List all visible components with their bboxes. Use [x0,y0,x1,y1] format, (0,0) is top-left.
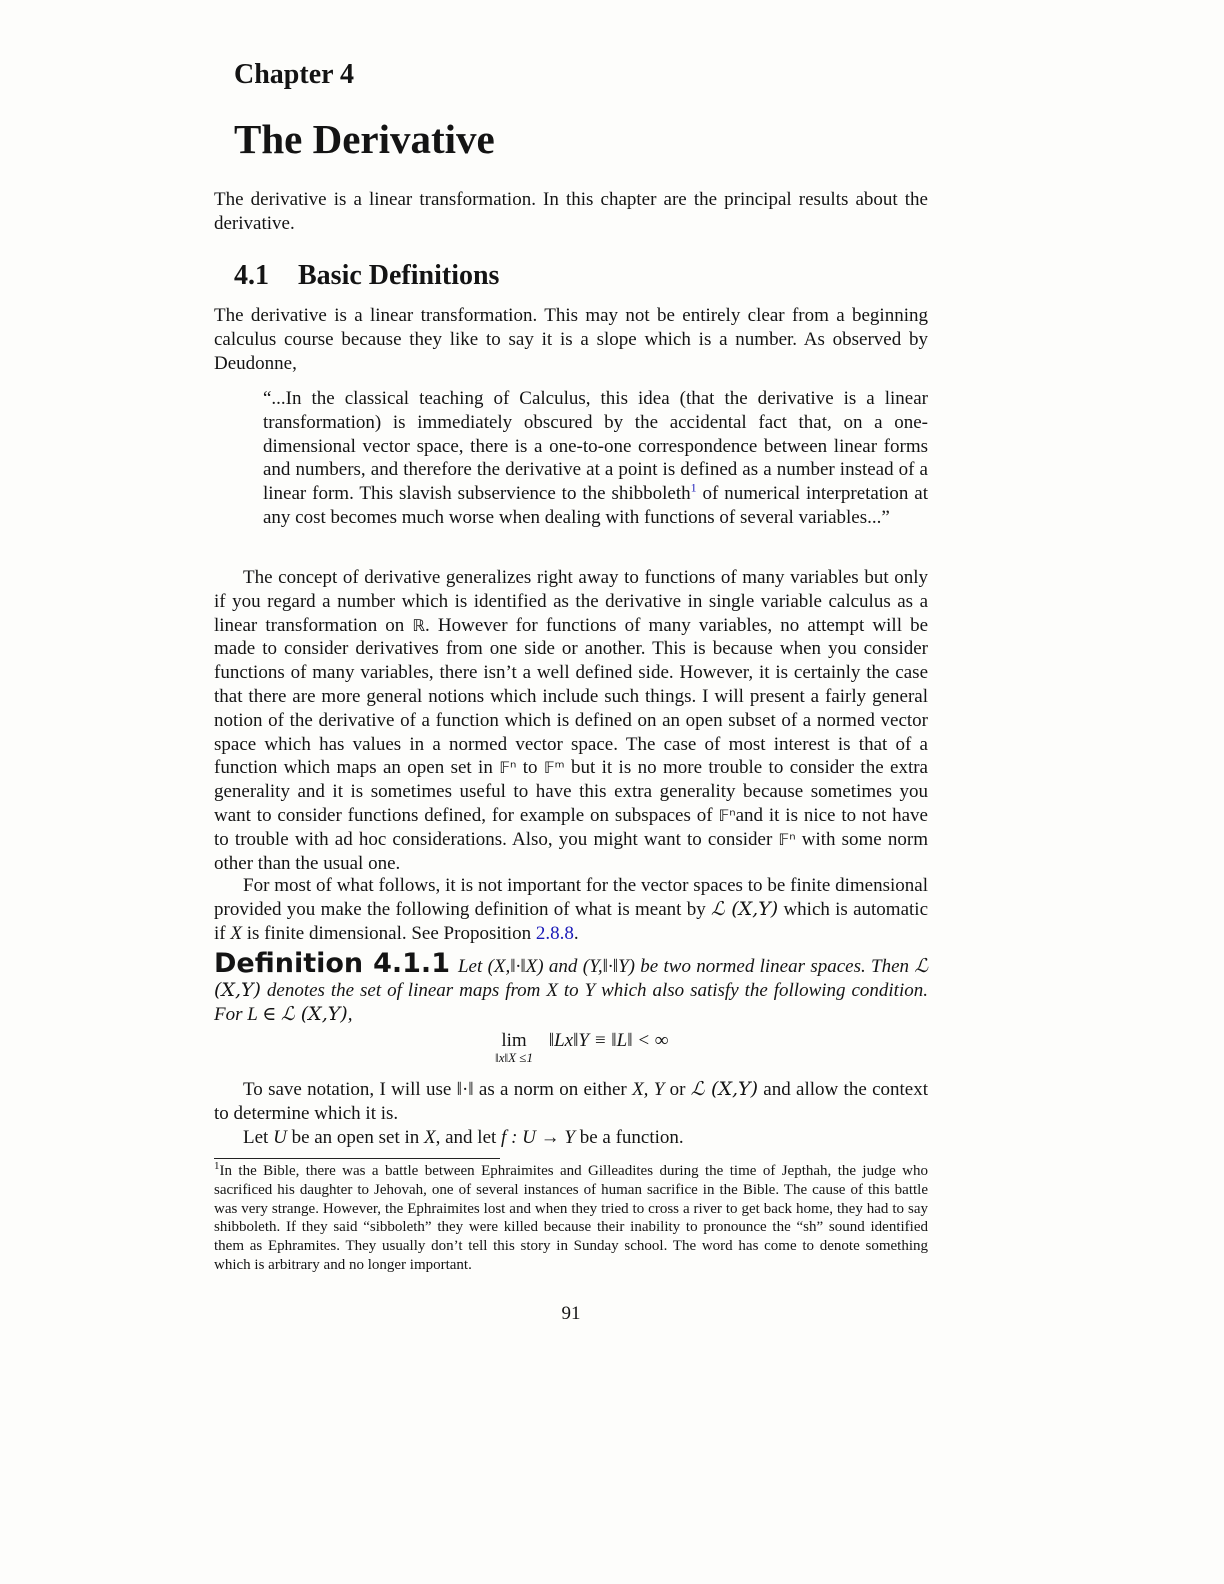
lim-subscript: ‖x‖X ≤1 [495,1050,533,1065]
text-run: Let [457,956,488,977]
math-reals: ℝ [412,615,426,635]
section-paragraph-4 [214,1078,928,1126]
math-xy: X, Y [632,1079,665,1100]
math-lxy: ℒ (X,Y) [710,897,779,920]
text-run: with some norm other than the usual one. [214,828,928,874]
quote-text-b: of numerical interpretation at any cost becomes much worse when dealing with functions of several variables...” [263,483,928,528]
footnote [214,1162,928,1275]
text-run: and allow the context to determine which it is. [214,1079,928,1124]
text-run: or [664,1079,691,1100]
chapter-intro: The derivative is a linear transformation. In this chapter are the principal results about the derivative. [214,189,928,234]
text-run: , [347,1003,353,1025]
section-title: Basic Definitions [298,260,500,291]
limit-equation [484,1030,904,1065]
footnote-text: In the Bible, there was a battle between Ephraimites and Gilleadites during the time of Jepthah, the judge who sacrificed his daughter to Jehovah, one of several instances of human sacrifice in the Bible. The cause of this battle was very strange. However, the Ephraimites lost and when they tried to cross a river to get back home, they had to say shibboleth. If they said “sibboleth” they were killed because their inability to pronounce the “sh” sound identified them as Ephramites. They usually don’t tell this story in Sunday school. The word has come to denote something which is arbitrary and no longer important. [214,1163,928,1273]
text-run: and [543,956,583,977]
lim-word: lim [501,1030,527,1051]
text-run: which is automatic if [214,898,928,944]
text-run: Let [243,1127,274,1148]
text-run: and it is nice to not have to trouble with ad hoc considerations. Also, you might want to consider [214,804,928,850]
text-run: The concept of derivative generalizes right away to functions of many variables but only if you regard a number which is identified as the derivative in single variable calculus as a linear transformation on [214,567,928,636]
definition-label: Definition 4.1.1 [214,948,450,979]
chapter-label: Chapter 4 [234,59,355,90]
footnote-mark: 1 [214,1160,220,1172]
text-run: to [516,757,544,779]
math-u: U [273,1127,287,1148]
math-x-norm: (X,‖·‖X) [487,956,544,977]
block-quote [263,387,928,530]
math-fn: 𝔽ⁿ [778,829,796,849]
math-lxy: ℒ (X,Y) [690,1078,758,1100]
math-lxy: ℒ (X,Y) [281,1002,348,1025]
text-run: be a function. [574,1127,684,1148]
math-lxy: ℒ (X,Y) [214,955,929,1001]
proposition-link[interactable]: 2.8.8 [535,922,574,944]
math-y-norm: (Y,‖·‖Y) [582,956,635,977]
text-run: For most of what follows, it is not important for the vector spaces to be finite dimensional provided you make the following definition of what is meant by [214,875,928,920]
section-paragraph-5 [214,1126,928,1150]
section-number: 4.1 [234,260,269,291]
lim-operator [484,1030,544,1065]
text-run: . [573,922,579,944]
footnote-ref-link[interactable]: 1 [690,480,697,495]
text-run: To save notation, I will use ‖·‖ as a norm on either [243,1079,633,1100]
text-run: . However for functions of many variables, no attempt will be made to consider derivatives from one side or another. This is because when you consider functions of many variables, there isn’t a well defined side. However, it is certainly the case that there are more general notions which include such things. I will present a fairly general notion of the derivative of a function which is defined on an open subset of a normed vector space which has values in a normed vector space. The case of most interest is that of a function which maps an open set in [214,614,929,779]
section-paragraph-3 [214,874,928,945]
text-run: denotes the set of linear maps from X to Y which also satisfy the following condition. For L ∈ [214,979,928,1025]
footnote-divider [214,1158,500,1159]
text-run: , and let [435,1127,502,1148]
section-paragraph-1: The derivative is a linear transformation. This may not be entirely clear from a beginning calculus course because they like to say it is a slope which is a number. As observed by Deudonne, [214,305,928,374]
definition-block [214,948,929,1026]
math-fn: 𝔽ⁿ [499,758,517,778]
math-fn: 𝔽ⁿ [718,805,736,825]
section-heading [234,259,499,293]
math-function: f : U → Y [501,1127,575,1148]
text-run: be two normed linear spaces. Then [634,956,915,977]
lim-expression: ‖Lx‖Y ≡ ‖L‖ < ∞ [548,1030,669,1051]
text-run: but it is no more trouble to consider the extra generality and it is sometimes useful to have this extra generality because sometimes you want to consider functions defined, for example on subspaces of [214,757,928,826]
chapter-title: The Derivative [234,116,495,162]
quote-text-a: “...In the classical teaching of Calculus, this idea (that the derivative is a linear transformation) is immediately obscured by the accidental fact that, on a one-dimensional vector space, there is a one-to-one correspondence between linear forms and numbers, and therefore the derivative at a point is defined as a number instead of a linear form. This slavish subservience to the shibboleth [263,388,928,505]
text-run: is finite dimensional. See Proposition [241,922,536,944]
page-number: 91 [561,1303,581,1324]
text-run: be an open set in [286,1127,424,1148]
math-x: X [230,922,242,944]
math-x: X [424,1127,436,1148]
math-fm: 𝔽ᵐ [543,758,565,778]
section-paragraph-2 [214,566,928,875]
